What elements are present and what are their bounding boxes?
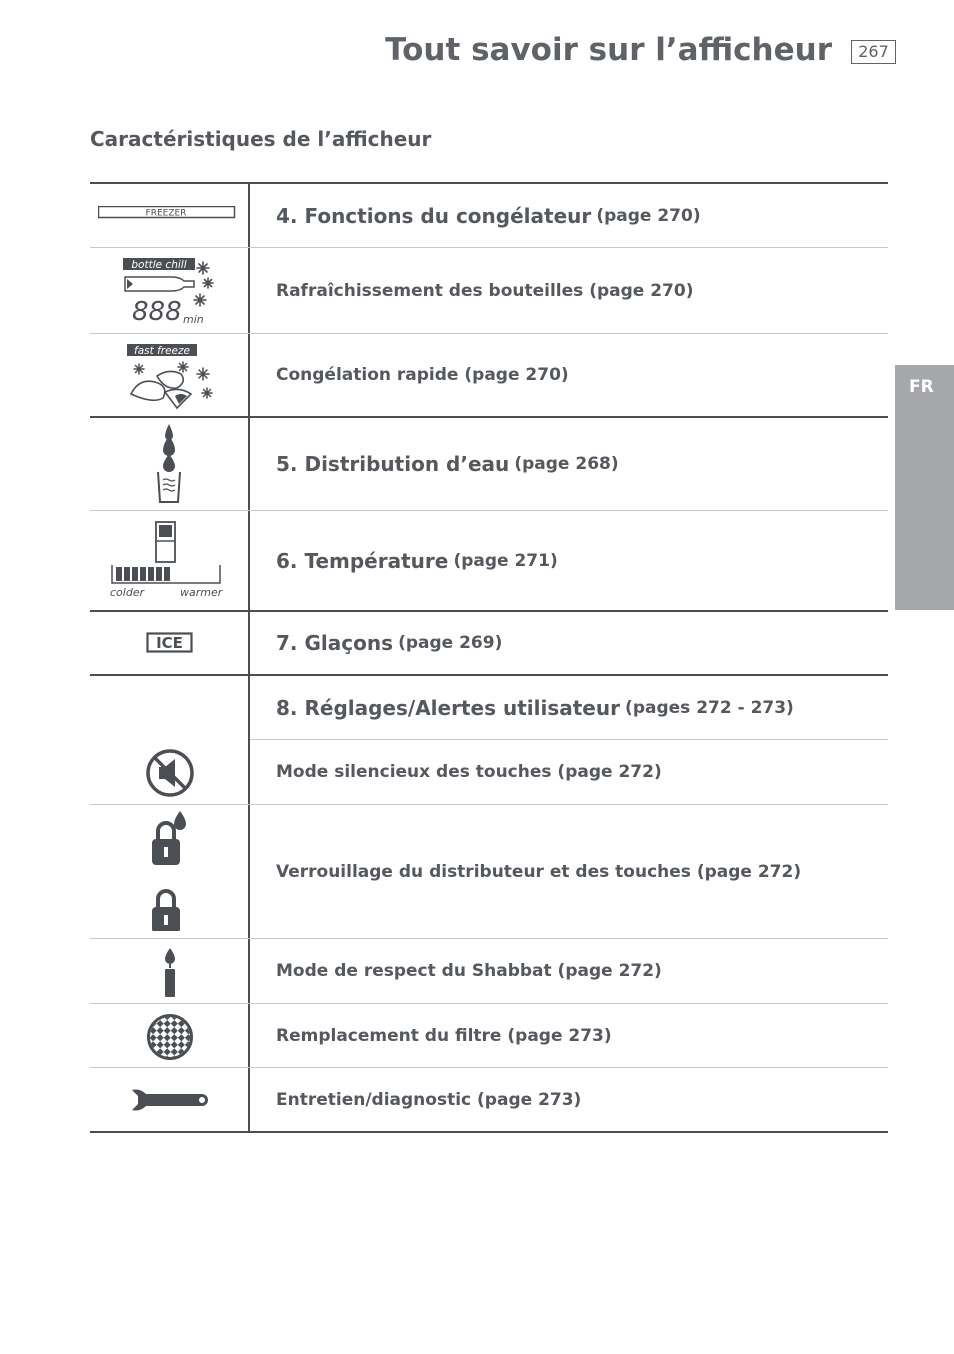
item-label: Remplacement du filtre (page 273): [276, 1025, 612, 1046]
text-cell: [276, 184, 888, 247]
freezer-icon: [98, 206, 236, 220]
bottle-min-text: min: [183, 313, 204, 326]
text-cell: [276, 740, 888, 804]
icon-cell: [90, 511, 250, 610]
text-cell: [276, 334, 888, 416]
table-row-filter: [90, 1004, 888, 1067]
table-row-settings: [90, 676, 888, 739]
language-tab: [895, 365, 954, 610]
page-reference: (page 270): [596, 205, 701, 226]
icon-cell: [90, 334, 250, 416]
icon-cell: [90, 805, 250, 938]
column-divider: [248, 676, 250, 804]
item-label: Verrouillage du distributeur et des touches (page 272): [276, 861, 802, 882]
table-row-ice: [90, 612, 888, 674]
icon-cell: [90, 612, 250, 674]
freezer-text: FREEZER: [145, 208, 187, 219]
water-dispense-icon: [152, 422, 186, 506]
page-reference: (page 269): [398, 633, 503, 653]
temperature-icon: [108, 519, 228, 601]
filter-icon: [146, 1013, 194, 1061]
icon-cell: [90, 184, 250, 247]
text-cell: [276, 418, 888, 510]
bottle-chill-icon: [120, 256, 220, 328]
page-reference: (pages 272 - 273): [625, 697, 794, 718]
icon-cell: [90, 740, 248, 804]
page-title: Tout savoir sur l’afficheur: [385, 32, 832, 68]
text-cell: [276, 612, 888, 674]
icon-cell: [90, 1068, 250, 1131]
section-title: 5. Distribution d’eau: [276, 452, 510, 476]
text-cell: [276, 805, 888, 938]
section-title: 7. Glaçons: [276, 631, 393, 655]
table-row-fast-freeze: [90, 334, 888, 416]
bottle-chill-text: bottle chill: [131, 259, 187, 271]
ice-icon: [146, 632, 194, 654]
wrench-icon: [130, 1086, 210, 1114]
table-row-bottle-chill: [90, 248, 888, 333]
ice-text: ICE: [156, 634, 183, 652]
table-row-temperature: [90, 511, 888, 610]
colder-label: colder: [110, 586, 145, 599]
page-number: 267: [851, 40, 896, 64]
icon-cell: [90, 1004, 250, 1067]
item-label: Mode de respect du Shabbat (page 272): [276, 961, 662, 981]
icon-cell: [90, 418, 250, 510]
table-row-freezer: [90, 184, 888, 247]
table-row-mute: [90, 740, 888, 804]
item-label: Rafraîchissement des bouteilles (page 270): [276, 280, 694, 301]
text-cell: [276, 1068, 888, 1131]
section-title: 8. Réglages/Alertes utilisateur: [276, 695, 620, 720]
icon-cell: [90, 939, 250, 1003]
mute-icon: [145, 749, 195, 797]
bottle-digits: 888: [132, 297, 182, 327]
table-row-water: [90, 418, 888, 510]
item-label: Mode silencieux des touches (page 272): [276, 762, 662, 782]
section-title: 4. Fonctions du congélateur: [276, 203, 592, 228]
section-heading: Caractéristiques de l’afficheur: [90, 127, 432, 151]
page-reference: (page 271): [453, 550, 558, 571]
item-label: Entretien/diagnostic (page 273): [276, 1089, 582, 1110]
lock-icon: [148, 811, 192, 931]
table-row-service: [90, 1068, 888, 1131]
icon-cell: [90, 248, 250, 333]
text-cell: [276, 939, 888, 1003]
section-title: 6. Température: [276, 548, 449, 573]
text-cell: [276, 676, 888, 739]
table-row-lock: [90, 805, 888, 938]
table-row-shabbat: [90, 939, 888, 1003]
fast-freeze-text: fast freeze: [134, 345, 190, 357]
text-cell: [276, 1004, 888, 1067]
candle-icon: [160, 947, 180, 999]
fast-freeze-icon: [125, 342, 217, 412]
item-label: Congélation rapide (page 270): [276, 365, 569, 385]
text-cell: [276, 248, 888, 333]
text-cell: [276, 511, 888, 610]
warmer-label: warmer: [180, 586, 223, 599]
language-tab-label: FR: [909, 377, 934, 397]
page-reference: (page 268): [514, 454, 619, 474]
table-bottom-rule: [90, 1131, 888, 1133]
